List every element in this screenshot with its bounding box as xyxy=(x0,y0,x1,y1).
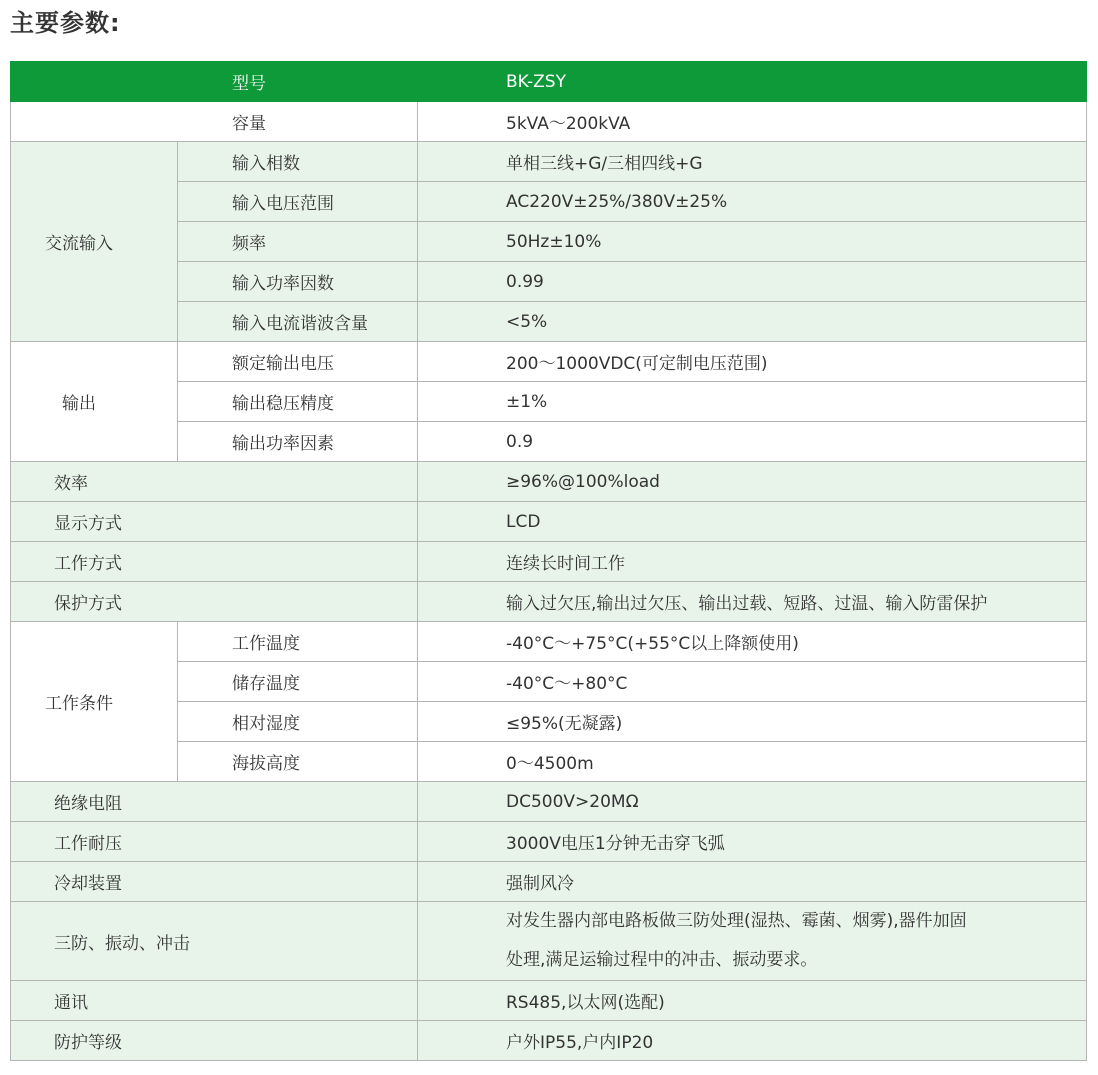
row-value: LCD xyxy=(418,502,1087,542)
row-label: 输出功率因素 xyxy=(178,422,418,462)
row-label: 输入功率因数 xyxy=(178,262,418,302)
row-value: -40°C～+80°C xyxy=(418,662,1087,702)
row-label: 频率 xyxy=(178,222,418,262)
row-value: 连续长时间工作 xyxy=(418,542,1087,582)
row-value: 50Hz±10% xyxy=(418,222,1087,262)
header-value: BK-ZSY xyxy=(418,62,1087,102)
table-row xyxy=(11,782,1087,822)
table-row xyxy=(11,902,1087,981)
row-value: 200～1000VDC(可定制电压范围) xyxy=(418,342,1087,382)
row-value: 3000V电压1分钟无击穿飞弧 xyxy=(418,822,1087,862)
row-value: 0.99 xyxy=(418,262,1087,302)
row-label: 绝缘电阻 xyxy=(11,782,418,822)
row-label: 额定输出电压 xyxy=(178,342,418,382)
group-label-ac-input: 交流输入 xyxy=(11,142,178,342)
row-label: 工作耐压 xyxy=(11,822,418,862)
row-value xyxy=(418,902,1087,981)
table-row xyxy=(11,981,1087,1021)
table-row xyxy=(11,102,1087,142)
table-row xyxy=(11,502,1087,542)
row-label: 三防、振动、冲击 xyxy=(11,902,418,981)
table-header-row xyxy=(11,62,1087,102)
row-value: <5% xyxy=(418,302,1087,342)
row-value: 输入过欠压,输出过欠压、输出过载、短路、过温、输入防雷保护 xyxy=(418,582,1087,622)
row-value: 户外IP55,户内IP20 xyxy=(418,1021,1087,1061)
row-label: 输出稳压精度 xyxy=(178,382,418,422)
table-row xyxy=(11,342,1087,382)
row-label: 储存温度 xyxy=(178,662,418,702)
page-title: 主要参数: xyxy=(10,9,121,37)
row-value: 强制风冷 xyxy=(418,862,1087,902)
row-value: ±1% xyxy=(418,382,1087,422)
row-value: 0～4500m xyxy=(418,742,1087,782)
row-label: 效率 xyxy=(11,462,418,502)
table-row xyxy=(11,1021,1087,1061)
row-value: ≤95%(无凝露) xyxy=(418,702,1087,742)
table-row xyxy=(11,822,1087,862)
row-label: 输入电压范围 xyxy=(178,182,418,222)
table-row xyxy=(11,462,1087,502)
table-row xyxy=(11,582,1087,622)
row-value: AC220V±25%/380V±25% xyxy=(418,182,1087,222)
row-value-line-1: 对发生器内部电路板做三防处理(湿热、霉菌、烟雾),器件加固 xyxy=(506,911,967,931)
row-value: 0.9 xyxy=(418,422,1087,462)
row-label: 海拔高度 xyxy=(178,742,418,782)
row-label: 保护方式 xyxy=(11,582,418,622)
row-value: ≥96%@100%load xyxy=(418,462,1087,502)
header-label: 型号 xyxy=(11,62,418,102)
row-label: 容量 xyxy=(11,102,418,142)
row-value: RS485,以太网(选配) xyxy=(418,981,1087,1021)
table-row xyxy=(11,862,1087,902)
table-row xyxy=(11,542,1087,582)
row-label: 通讯 xyxy=(11,981,418,1021)
row-value: 单相三线+G/三相四线+G xyxy=(418,142,1087,182)
group-label-conditions: 工作条件 xyxy=(11,622,178,782)
row-label: 工作温度 xyxy=(178,622,418,662)
row-label: 冷却装置 xyxy=(11,862,418,902)
row-value: 5kVA～200kVA xyxy=(418,102,1087,142)
row-value: DC500V>20MΩ xyxy=(418,782,1087,822)
row-label: 防护等级 xyxy=(11,1021,418,1061)
row-label: 工作方式 xyxy=(11,542,418,582)
row-label: 相对湿度 xyxy=(178,702,418,742)
table-row xyxy=(11,142,1087,182)
row-label: 显示方式 xyxy=(11,502,418,542)
spec-table xyxy=(10,61,1087,1061)
table-row xyxy=(11,622,1087,662)
row-value-line-2: 处理,满足运输过程中的冲击、振动要求。 xyxy=(506,950,818,970)
row-value: -40°C～+75°C(+55°C以上降额使用) xyxy=(418,622,1087,662)
row-label: 输入电流谐波含量 xyxy=(178,302,418,342)
group-label-output: 输出 xyxy=(11,342,178,462)
row-label: 输入相数 xyxy=(178,142,418,182)
